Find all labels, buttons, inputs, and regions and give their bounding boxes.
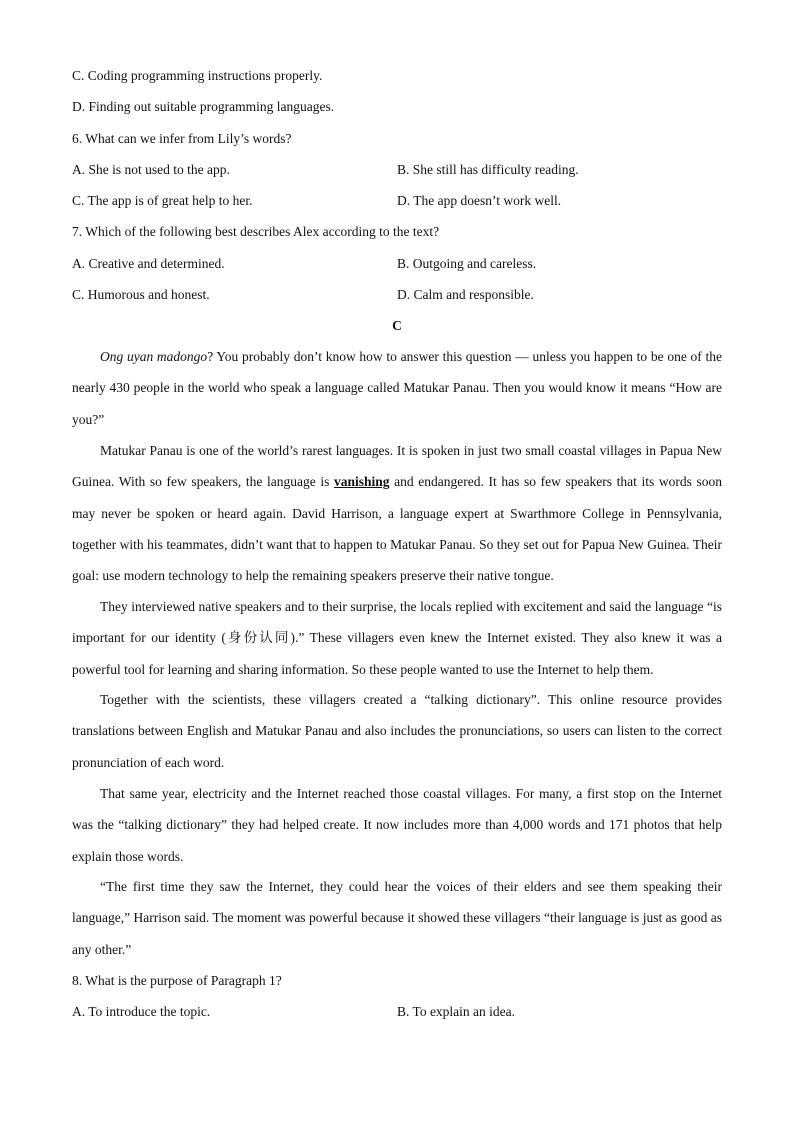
q8-option-b: B. To explain an idea. [397, 1004, 516, 1019]
q6-option-d: D. The app doesn’t work well. [397, 193, 562, 208]
q6-option-a: A. She is not used to the app. [72, 162, 230, 177]
paragraph-1-text: ? You probably don’t know how to answer this question — unless you happen to be one of the nearly 430 people in the world who speak a language called Matukar Panau. Then you would know it means “How are you?” [72, 349, 722, 427]
passage-paragraph-1 [72, 341, 722, 435]
q5-option-c: C. Coding programming instructions properly. [72, 68, 323, 83]
q7-option-d: D. Calm and responsible. [397, 287, 534, 302]
q7-option-a: A. Creative and determined. [72, 256, 225, 271]
paragraph-2-text-before: Matukar Panau is one of the world’s rarest languages. It is spoken in just two small coastal villages in Papua New Guinea. With so few speakers, the language is [72, 443, 722, 490]
q6-question: 6. What can we infer from Lily’s words? [72, 131, 292, 146]
passage-paragraph-2 [72, 435, 722, 591]
passage-paragraph-4: Together with the scientists, these villagers created a “talking dictionary”. This online resource provides translations between English and Matukar Panau and also includes the pronunciations, so users can listen to the correct pronunciation of each word. [72, 692, 722, 770]
q8-option-a: A. To introduce the topic. [72, 1004, 211, 1019]
paragraph-2-text-after: and endangered. It has so few speakers that its words soon may never be spoken or heard again. David Harrison, a language expert at Swarthmore College in Pennsylvania, together with his teammates, didn’t want that to happen to Matukar Panau. So they set out for Papua New Guinea. Their goal: use modern technology to help the remaining speakers preserve their native tongue. [72, 474, 722, 584]
section-heading: C [392, 318, 402, 333]
q6-option-c: C. The app is of great help to her. [72, 193, 253, 208]
q5-option-d: D. Finding out suitable programming languages. [72, 99, 335, 114]
q7-option-c: C. Humorous and honest. [72, 287, 210, 302]
q6-option-b: B. She still has difficulty reading. [397, 162, 579, 177]
passage-paragraph-5: That same year, electricity and the Internet reached those coastal villages. For many, a first stop on the Internet was the “talking dictionary” they had helped create. It now includes more than 4,000 words and 171 photos that help explain those words. [72, 786, 722, 864]
q8-question: 8. What is the purpose of Paragraph 1? [72, 973, 282, 988]
keyword-vanishing: vanishing [333, 474, 390, 490]
q7-question: 7. Which of the following best describes Alex according to the text? [72, 224, 440, 239]
passage-paragraph-6: “The first time they saw the Internet, they could hear the voices of their elders and see them speaking their language,” Harrison said. The moment was powerful because it showed these villagers “their language is just as good as any other.” [72, 879, 722, 957]
q7-option-b: B. Outgoing and careless. [397, 256, 537, 271]
passage-paragraph-3: They interviewed native speakers and to their surprise, the locals replied with excitement and said the language “is important for our identity (身份认同).” These villagers even knew the Internet existed. They also knew it was a powerful tool for learning and sharing information. So these people wanted to use the Internet to help them. [72, 599, 722, 677]
greeting-phrase: Ong uyan madongo [100, 349, 208, 364]
